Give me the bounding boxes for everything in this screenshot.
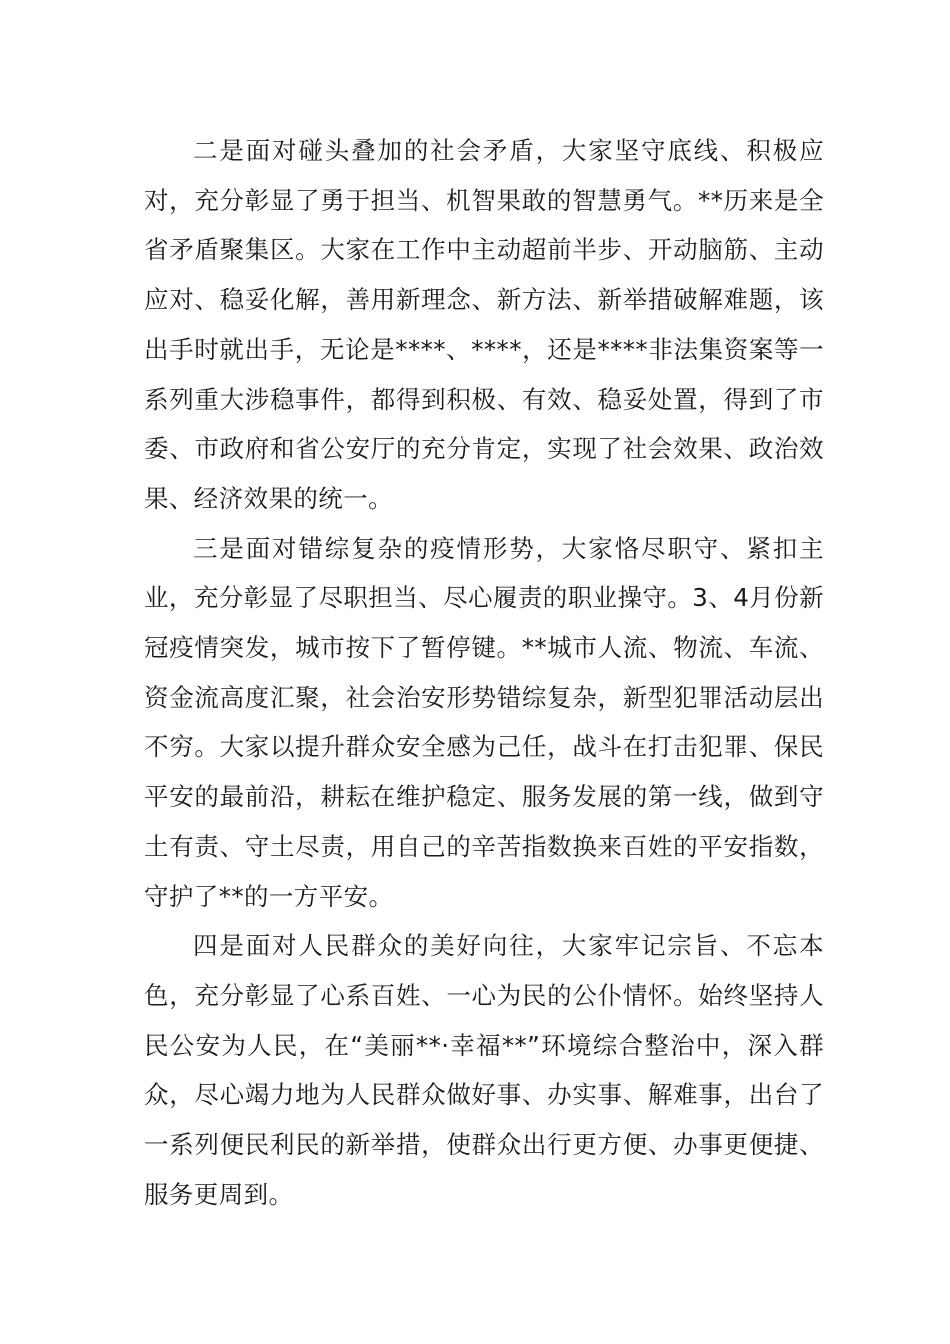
paragraph-three: 三是面对错综复杂的疫情形势，大家恪尽职守、紧扣主业，充分彰显了尽职担当、尽心履责的职业操守。3、4月份新冠疫情突发，城市按下了暂停键。**城市人流、物流、车流、资金流高度汇聚，社会治安形势错综复杂，新型犯罪活动层出不穷。大家以提升群众安全感为己任，战斗在打击犯罪、保民平安的最前沿，耕耘在维护稳定、服务发展的第一线，做到守土有责、守土尽责，用自己的辛苦指数换来百姓的平安指数，守护了**的一方平安。 [144, 533, 824, 911]
document-body [144, 126, 824, 1219]
paragraph-four: 四是面对人民群众的美好向往，大家牢记宗旨、不忘本色，充分彰显了心系百姓、一心为民的公仆情怀。始终坚持人民公安为人民，在“美丽**·幸福**”环境综合整治中，深入群众，尽心竭力地为人民群众做好事、办实事、解难事，出台了一系列便民利民的新举措，使群众出行更方便、办事更便捷、服务更周到。 [144, 931, 824, 1209]
paragraph-two: 二是面对碰头叠加的社会矛盾，大家坚守底线、积极应对，充分彰显了勇于担当、机智果敢的智慧勇气。**历来是全省矛盾聚集区。大家在工作中主动超前半步、开动脑筋、主动应对、稳妥化解，善用新理念、新方法、新举措破解难题，该出手时就出手，无论是****、****，还是****非法集资案等一系列重大涉稳事件，都得到积极、有效、稳妥处置，得到了市委、市政府和省公安厅的充分肯定，实现了社会效果、政治效果、经济效果的统一。 [144, 136, 824, 513]
